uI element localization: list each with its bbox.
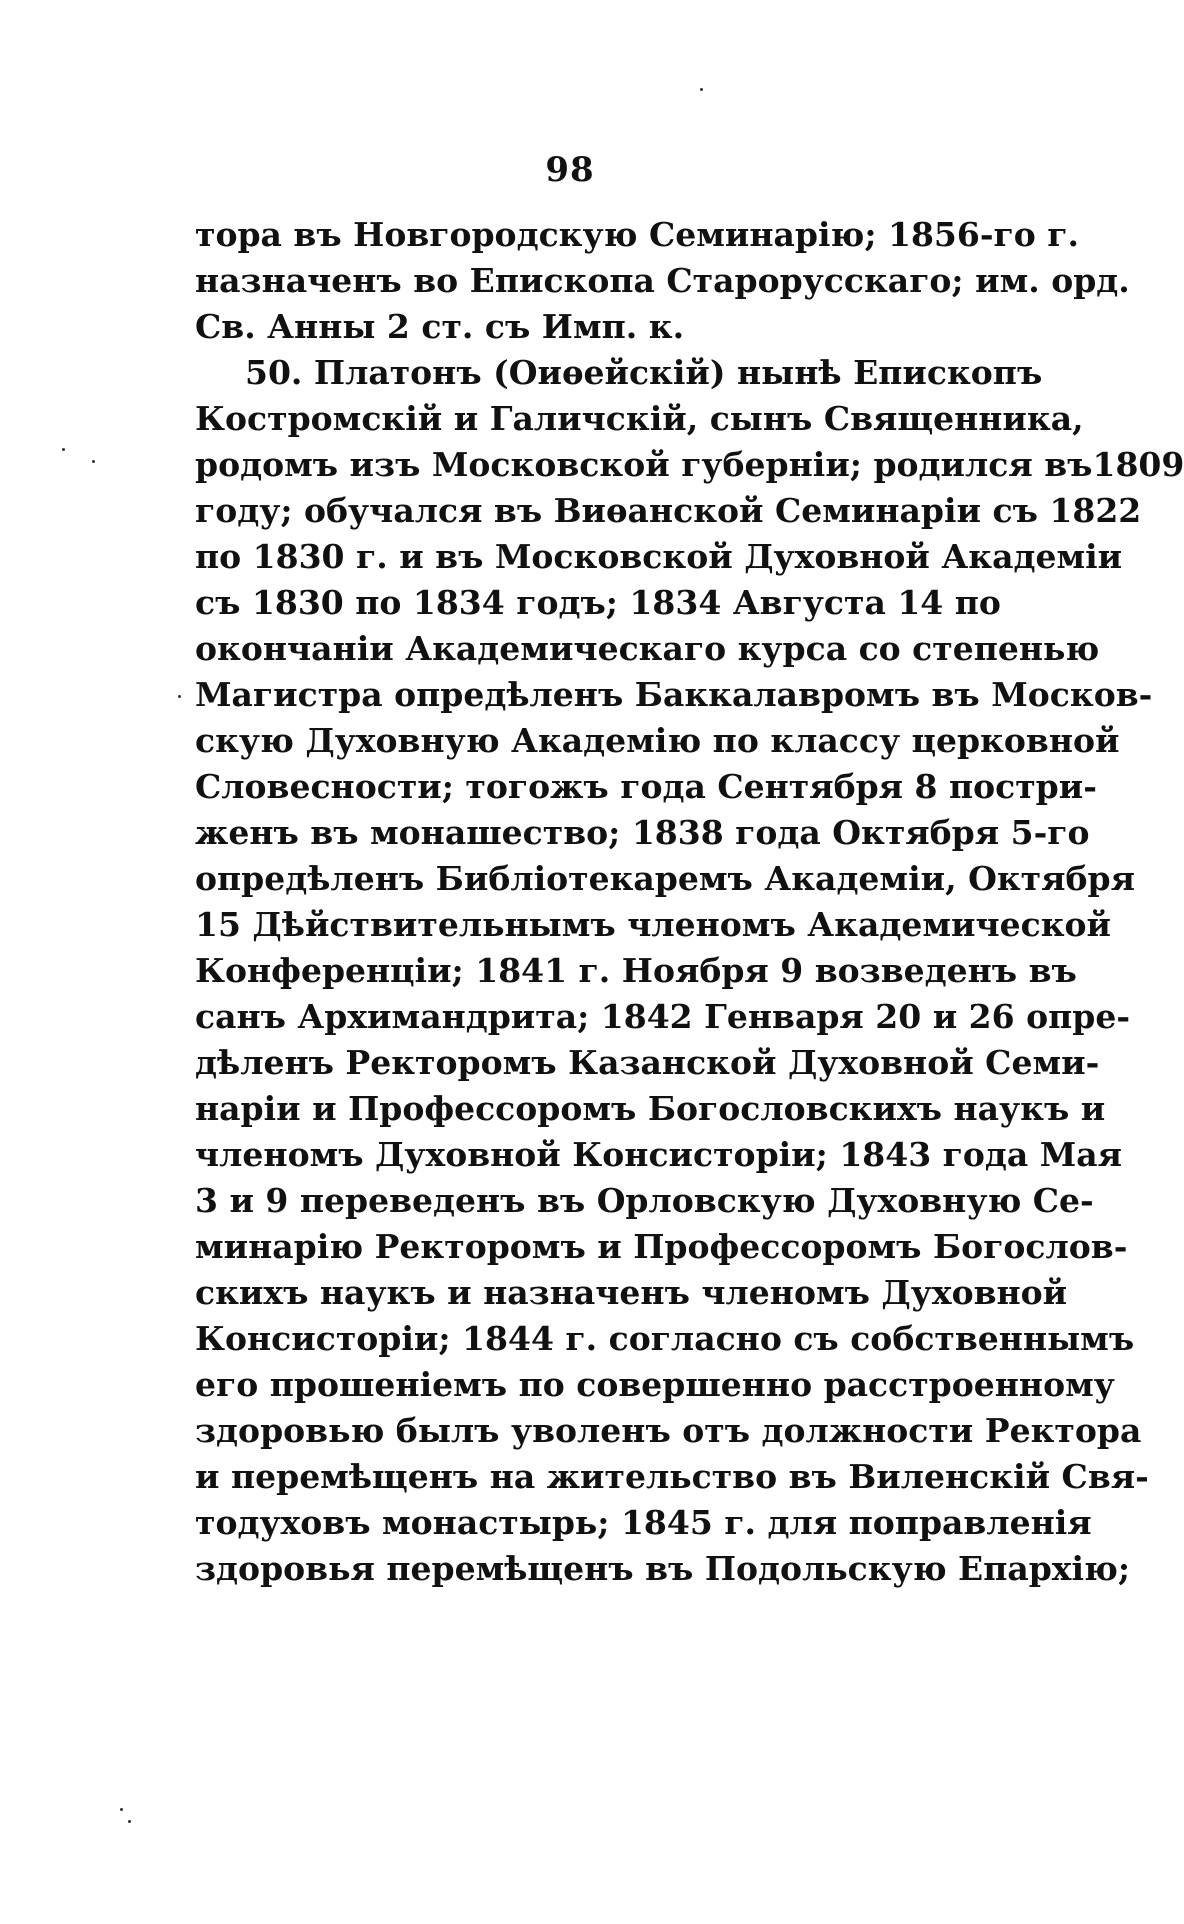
text-line: Костромскій и Галичскій, сынъ Священника,	[195, 399, 1084, 438]
text-line: 3 и 9 переведенъ въ Орловскую Духовную Се-	[195, 1181, 1094, 1220]
text-line: тора въ Новгородскую Семинарію; 1856-го г.	[195, 215, 1079, 254]
text-line: по 1830 г. и въ Московской Духовной Академіи	[195, 537, 1123, 576]
text-line: дѣленъ Ректоромъ Казанской Духовной Семи-	[195, 1043, 1100, 1082]
text-line: скую Духовную Академію по классу церковной	[195, 721, 1120, 760]
text-line: его прошеніемъ по совершенно расстроенному	[195, 1365, 1115, 1404]
text-line: здоровья перемѣщенъ въ Подольскую Епархію;	[195, 1549, 1131, 1588]
text-line: здоровью былъ уволенъ отъ должности Ректора	[195, 1411, 1142, 1450]
text-line: 50. Платонъ (Оиѳейскій) нынѣ Епископъ	[245, 353, 1043, 392]
page-number: 98	[545, 150, 595, 190]
text-line: Св. Анны 2 ст. съ Имп. к.	[195, 307, 685, 346]
text-line: женъ въ монашество; 1838 года Октября 5-го	[195, 813, 1090, 852]
print-speck	[62, 448, 65, 451]
print-speck	[92, 460, 95, 463]
body-text	[195, 212, 1184, 1592]
text-line: Магистра опредѣленъ Баккалавромъ въ Москов-	[195, 675, 1153, 714]
text-line: 15 Дѣйствительнымъ членомъ Академической	[195, 905, 1112, 944]
text-line: окончаніи Академическаго курса со степенью	[195, 629, 1100, 668]
text-line: членомъ Духовной Консисторіи; 1843 года Мая	[195, 1135, 1123, 1174]
text-line: Конференціи; 1841 г. Ноября 9 возведенъ въ	[195, 951, 1077, 990]
text-line: родомъ изъ Московской губерніи; родился въ1809	[195, 445, 1184, 484]
text-line: опредѣленъ Библіотекаремъ Академіи, Октября	[195, 859, 1135, 898]
text-line: наріи и Профессоромъ Богословскихъ наукъ и	[195, 1089, 1106, 1128]
text-line: тодуховъ монастырь; 1845 г. для поправленія	[195, 1503, 1092, 1542]
text-line: санъ Архимандрита; 1842 Генваря 20 и 26 опре-	[195, 997, 1131, 1036]
text-line: скихъ наукъ и назначенъ членомъ Духовной	[195, 1273, 1068, 1312]
text-line: съ 1830 по 1834 годъ; 1834 Августа 14 по	[195, 583, 1001, 622]
text-line: назначенъ во Епископа Старорусскаго; им. орд.	[195, 261, 1130, 300]
print-speck	[128, 1820, 131, 1823]
text-line: и перемѣщенъ на жительство въ Виленскій Свя-	[195, 1457, 1149, 1496]
text-line: Словесности; тогожъ года Сентября 8 постри-	[195, 767, 1097, 806]
print-speck	[700, 88, 703, 91]
text-line: минарію Ректоромъ и Профессоромъ Богослов-	[195, 1227, 1128, 1266]
text-line: году; обучался въ Виѳанской Семинаріи съ 1822	[195, 491, 1142, 530]
print-speck	[178, 695, 181, 698]
text-line: Консисторіи; 1844 г. согласно съ собственнымъ	[195, 1319, 1135, 1358]
print-speck	[120, 1808, 123, 1811]
